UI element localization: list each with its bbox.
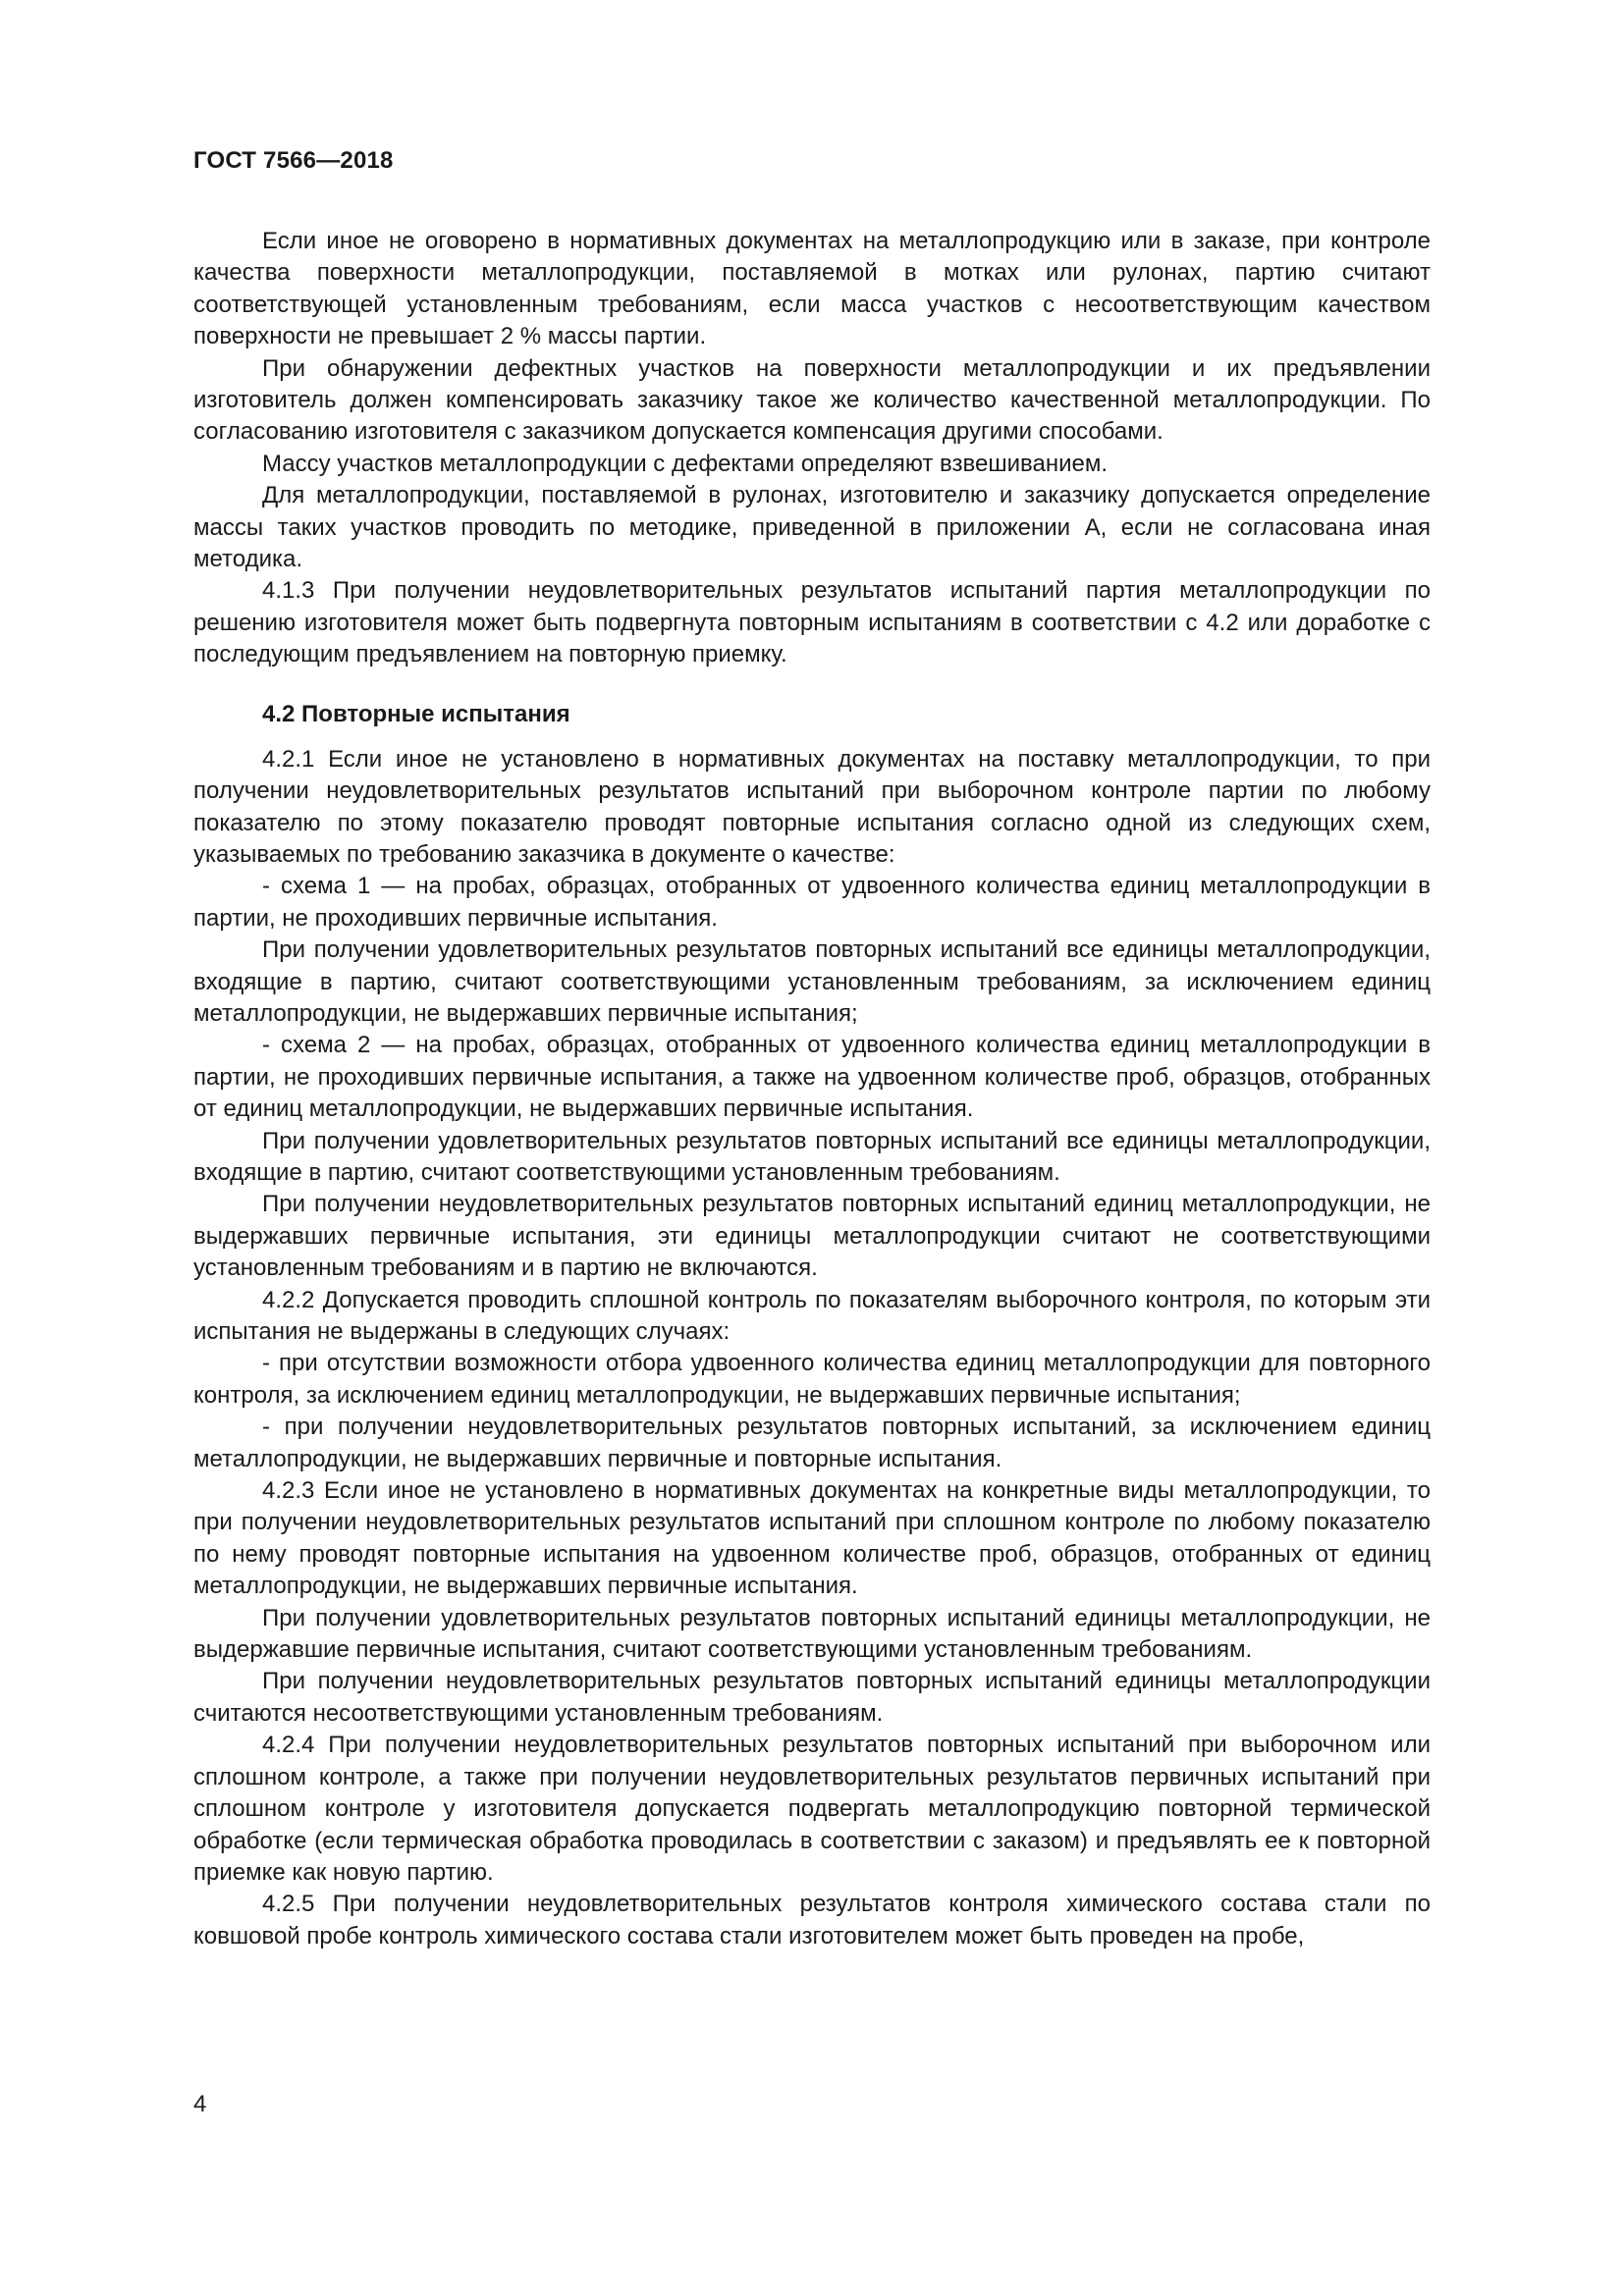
paragraph: Если иное не оговорено в нормативных документах на металлопродукцию или в заказе, при контроле качества поверхности металлопродукции, поставляемой в мотках или рулонах, партию считают соответствующей установленным требованиям, если масса участков с несоответствующим качеством поверхности не превышает 2 % массы партии. bbox=[193, 228, 1431, 350]
paragraph: При получении удовлетворительных результатов повторных испытаний единицы металлопродукции, не выдержавшие первичные испытания, считают соответствующими установленным требованиям. bbox=[193, 1604, 1431, 1664]
section-heading: 4.2 Повторные испытания bbox=[262, 700, 570, 727]
list-item-scheme-2: - схема 2 — на пробах, образцах, отобранных от удвоенного количества единиц металлопродукции в партии, не проходивших первичные испытания, а также на удвоенном количестве проб, образцов, отобранных от единиц металлопродукции, не выдержавших первичные испытания. bbox=[193, 1032, 1431, 1123]
paragraph-clause-4-2-4: 4.2.4 При получении неудовлетворительных результатов повторных испытаний при выборочном или сплошном контроле, а также при получении неудовлетворительных результатов первичных испытаний при сплошном контроле у изготовителя допускается подвергать металлопродукцию повторной термической обработке (если термическая обработка проводилась в соответствии с заказом) и предъявлять ее к повторной приемке как новую партию. bbox=[193, 1732, 1431, 1886]
list-item-scheme-1: - схема 1 — на пробах, образцах, отобранных от удвоенного количества единиц металлопродукции в партии, не проходивших первичные испытания. bbox=[193, 873, 1431, 932]
standard-header: ГОСТ 7566—2018 bbox=[193, 147, 394, 174]
paragraph: При обнаружении дефектных участков на поверхности металлопродукции и их предъявлении изготовитель должен компенсировать заказчику такое же количество качественной металлопродукции. По согласованию изготовителя с заказчиком допускается компенсация другими способами. bbox=[193, 354, 1431, 446]
paragraph-clause-4-2-2: 4.2.2 Допускается проводить сплошной контроль по показателям выборочного контроля, по которым эти испытания не выдержаны в следующих случаях: bbox=[193, 1286, 1431, 1345]
paragraph: При получении удовлетворительных результатов повторных испытаний все единицы металлопродукции, входящие в партию, считают соответствующими установленным требованиям. bbox=[193, 1127, 1431, 1186]
paragraph: Для металлопродукции, поставляемой в рулонах, изготовителю и заказчику допускается определение массы таких участков проводить по методике, приведенной в приложении А, если не согласована иная методика. bbox=[193, 482, 1431, 573]
paragraph-clause-4-2-3: 4.2.3 Если иное не установлено в нормативных документах на конкретные виды металлопродукции, то при получении неудовлетворительных результатов испытаний при сплошном контроле по любому показателю по нему проводят повторные испытания на удвоенном количестве проб, образцов, отобранных от единиц металлопродукции, не выдержавших первичные испытания. bbox=[193, 1477, 1431, 1600]
paragraph-clause-4-1-3: 4.1.3 При получении неудовлетворительных результатов испытаний партия металлопродукции по решению изготовителя может быть подвергнута повторным испытаниям в соответствии с 4.2 или доработке с последующим предъявлением на повторную приемку. bbox=[193, 577, 1431, 668]
list-item: - при получении неудовлетворительных результатов повторных испытаний, за исключением единиц металлопродукции, не выдержавших первичные и повторные испытания. bbox=[193, 1414, 1431, 1472]
paragraph: При получении неудовлетворительных результатов повторных испытаний единицы металлопродукции считаются несоответствующими установленным требованиям. bbox=[193, 1668, 1431, 1727]
list-item: - при отсутствии возможности отбора удвоенного количества единиц металлопродукции для повторного контроля, за исключением единиц металлопродукции, не выдержавших первичные испытания; bbox=[193, 1350, 1431, 1409]
paragraph-clause-4-2-1: 4.2.1 Если иное не установлено в нормативных документах на поставку металлопродукции, то при получении неудовлетворительных результатов испытаний при выборочном контроле партии по любому показателю по этому показателю проводят повторные испытания согласно одной из следующих схем, указываемых по требованию заказчика в документе о качестве: bbox=[193, 745, 1431, 868]
paragraph: При получении удовлетворительных результатов повторных испытаний все единицы металлопродукции, входящие в партию, считают соответствующими установленным требованиям, за исключением единиц металлопродукции, не выдержавших первичные испытания; bbox=[193, 936, 1431, 1027]
paragraph-clause-4-2-5: 4.2.5 При получении неудовлетворительных результатов контроля химического состава стали по ковшовой пробе контроль химического состава стали изготовителем может быть проведен на пробе, bbox=[193, 1891, 1431, 1949]
page-number: 4 bbox=[193, 2091, 207, 2117]
paragraph: Массу участков металлопродукции с дефектами определяют взвешиванием. bbox=[262, 450, 1108, 477]
paragraph: При получении неудовлетворительных результатов повторных испытаний единиц металлопродукции, не выдержавших первичные испытания, эти единицы металлопродукции считают не соответствующими установленным требованиям и в партию не включаются. bbox=[193, 1191, 1431, 1282]
document-body bbox=[193, 226, 1431, 1952]
